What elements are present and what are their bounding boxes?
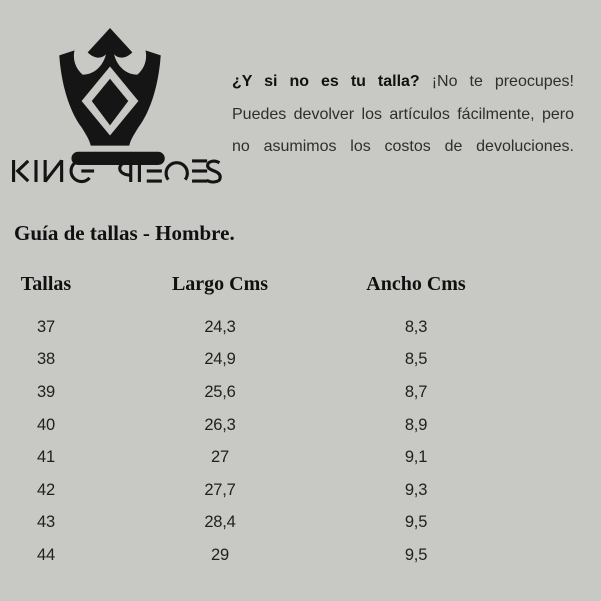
ancho-value: 8,3	[404, 317, 428, 336]
table-row	[0, 441, 484, 474]
ancho-value: 9,1	[404, 448, 428, 467]
talla-value: 37	[37, 317, 55, 336]
size-table	[0, 272, 484, 572]
table-row	[0, 311, 484, 344]
ancho-value: 9,3	[404, 480, 428, 499]
table-row	[0, 409, 484, 442]
largo-value: 29	[211, 545, 229, 564]
largo-value: 27,7	[204, 480, 236, 499]
table-row	[0, 376, 484, 409]
table-body	[0, 311, 484, 572]
policy-line-3: no asumimos los costos de devoluciones.	[232, 138, 574, 155]
talla-value: 42	[37, 480, 55, 499]
crown-with-diamond-icon	[48, 28, 172, 168]
policy-question: ¿Y si no es tu talla?	[232, 73, 420, 90]
column-header-ancho: Ancho Cms	[366, 273, 466, 295]
largo-value: 28,4	[204, 513, 236, 532]
returns-policy-paragraph	[232, 66, 574, 164]
largo-value: 26,3	[204, 415, 236, 434]
column-header-tallas: Tallas	[20, 273, 72, 295]
ancho-value: 8,7	[404, 382, 428, 401]
talla-value: 43	[37, 513, 55, 532]
talla-value: 40	[37, 415, 55, 434]
talla-value: 44	[37, 545, 55, 564]
column-header-largo: Largo Cms	[171, 273, 269, 295]
policy-answer: ¡No te preocupes!	[431, 73, 574, 90]
table-row	[0, 539, 484, 572]
policy-line-1	[232, 66, 574, 99]
ancho-value: 9,5	[404, 545, 428, 564]
ancho-value: 9,5	[404, 513, 428, 532]
logo-wordmark	[9, 156, 225, 186]
ancho-value: 8,9	[404, 415, 428, 434]
table-row	[0, 507, 484, 540]
table-header-row	[0, 272, 484, 296]
talla-value: 41	[37, 448, 55, 467]
table-row	[0, 474, 484, 507]
largo-value: 24,3	[204, 317, 236, 336]
table-row	[0, 344, 484, 377]
ancho-value: 8,5	[404, 350, 428, 369]
talla-value: 39	[37, 382, 55, 401]
largo-value: 24,9	[204, 350, 236, 369]
largo-value: 25,6	[204, 382, 236, 401]
policy-line-2: Puedes devolver los artículos fácilmente, pero	[232, 105, 574, 123]
talla-value: 38	[37, 350, 55, 369]
largo-value: 27	[211, 448, 229, 467]
size-guide-title: Guía de tallas - Hombre.	[14, 221, 235, 245]
